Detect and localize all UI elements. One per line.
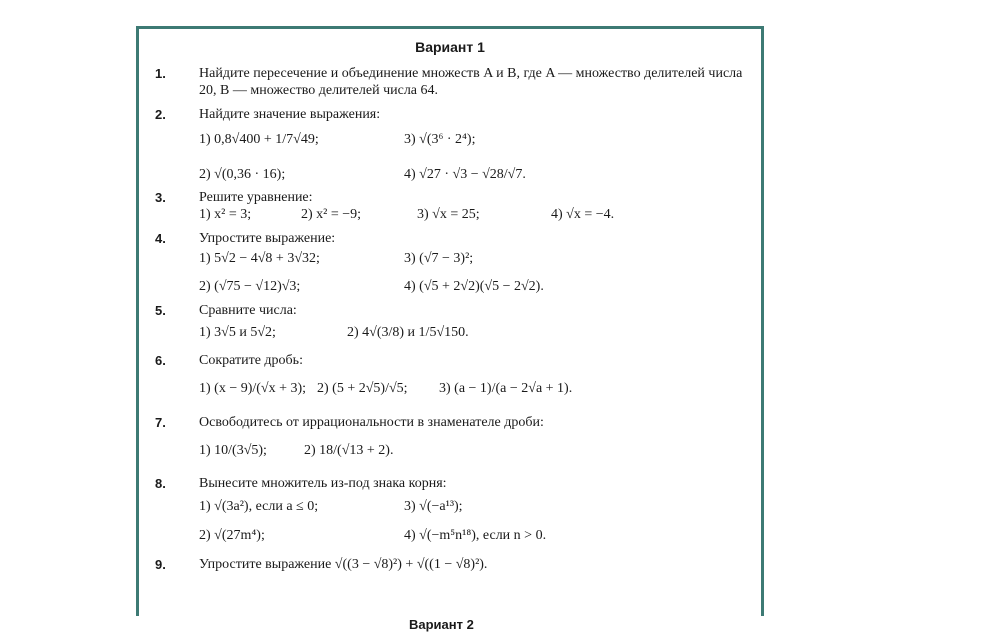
task-item: 1) √(3a²), если a ≤ 0; [199, 499, 319, 514]
task-item: 4) √x = −4. [551, 207, 615, 222]
task-item: 3) √(−a¹³); [404, 499, 463, 514]
task-number: 1. [155, 66, 166, 81]
task-item: 1) 3√5 и 5√2; [199, 325, 276, 340]
task-text: Решите уравнение: [199, 190, 313, 205]
task-item: 1) x² = 3; [199, 207, 252, 222]
task-text: Сократите дробь: [199, 353, 303, 368]
task-item: 2) (5 + 2√5)/√5; [317, 381, 408, 396]
task-number: 2. [155, 107, 166, 122]
task-item: 2) (√75 − √12)√3; [199, 279, 301, 294]
task-number: 5. [155, 303, 166, 318]
worksheet-page [136, 26, 764, 632]
task-text: Найдите пересечение и объединение множеств A и B, где A — множество делителей числа 20, B — множество делителей числа 64. [199, 66, 743, 98]
task-item: 3) √(3⁶ · 2⁴); [404, 132, 476, 147]
task-number: 8. [155, 476, 166, 491]
task-text: Вынесите множитель из-под знака корня: [199, 476, 447, 491]
task-item: 3) (a − 1)/(a − 2√a + 1). [439, 381, 573, 396]
task-text: Упростите выражение: [199, 231, 336, 246]
task-text: Упростите выражение √((3 − √8)²) + √((1 − √8)²). [199, 557, 488, 572]
task-text: Сравните числа: [199, 303, 297, 318]
variant-title: Вариант 1 [415, 39, 485, 55]
task-number: 3. [155, 190, 166, 205]
task-item: 2) 18/(√13 + 2). [304, 443, 394, 458]
task-number: 7. [155, 415, 166, 430]
task-item: 2) x² = −9; [301, 207, 362, 222]
task-number: 4. [155, 231, 166, 246]
task-item: 1) 5√2 − 4√8 + 3√32; [199, 251, 320, 266]
task-text: Освободитесь от иррациональности в знаменателе дроби: [199, 415, 544, 430]
task-item: 1) 0,8√400 + 1/7√49; [199, 132, 319, 147]
task-text: Найдите значение выражения: [199, 107, 381, 122]
task-item: 2) √(27m⁴); [199, 528, 265, 543]
task-item: 1) 10/(3√5); [199, 443, 267, 458]
task-item: 4) (√5 + 2√2)(√5 − 2√2). [404, 279, 544, 294]
task-item: 3) (√7 − 3)²; [404, 251, 474, 266]
task-number: 9. [155, 557, 166, 572]
task-item: 4) √27 · √3 − √28/√7. [404, 167, 526, 182]
task-number: 6. [155, 353, 166, 368]
task-item: 1) (x − 9)/(√x + 3); [199, 381, 307, 396]
next-variant-title: Вариант 2 [409, 617, 474, 632]
task-item: 2) √(0,36 · 16); [199, 167, 286, 182]
task-item: 4) √(−m⁵n¹⁸), если n > 0. [404, 528, 547, 543]
task-item: 2) 4√(3/8) и 1/5√150. [347, 325, 469, 340]
task-item: 3) √x = 25; [417, 207, 480, 222]
